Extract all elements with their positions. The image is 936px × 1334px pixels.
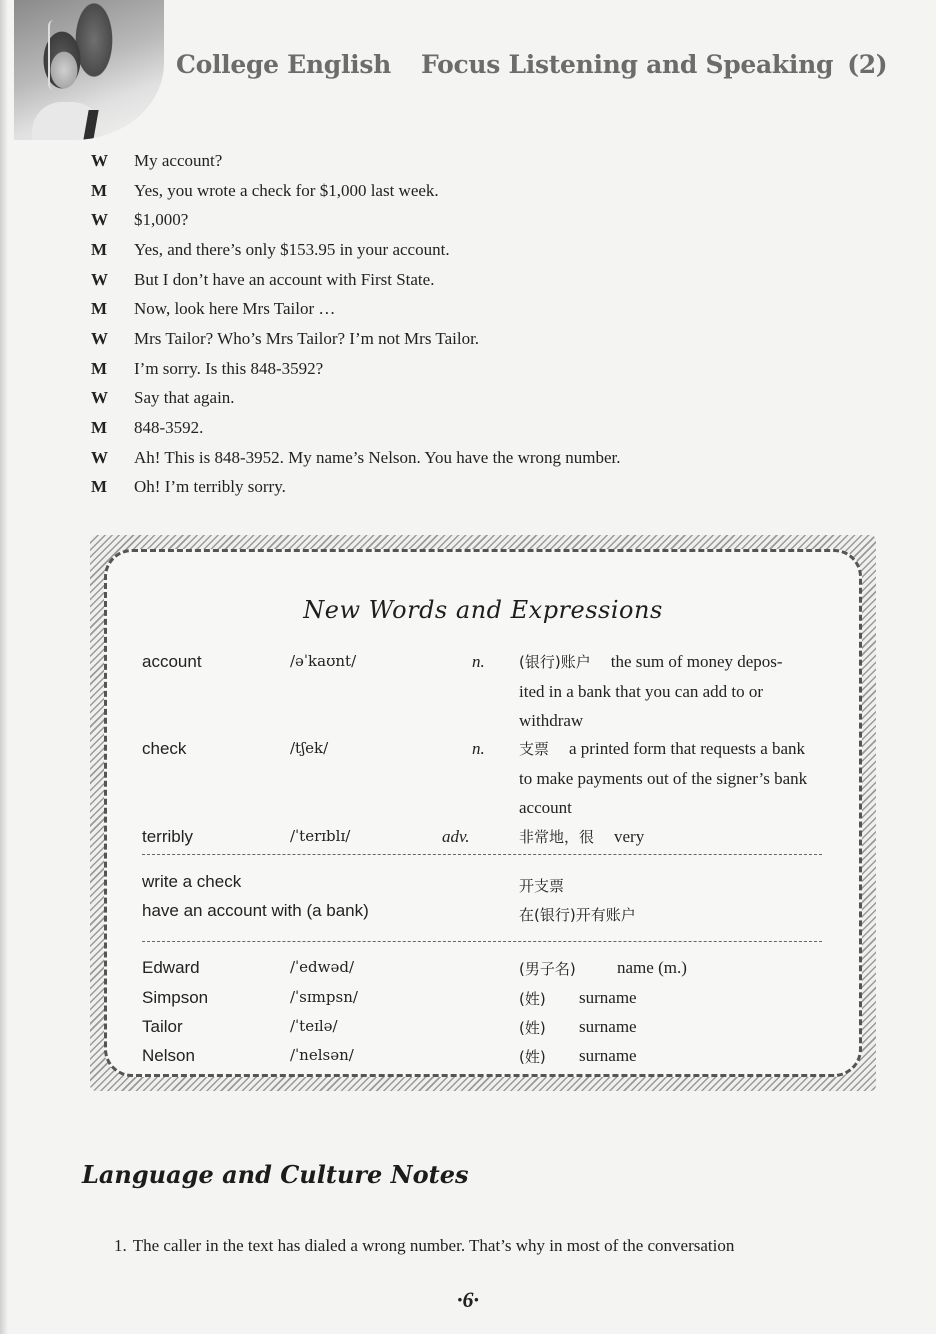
dialogue-text: My account? — [134, 150, 223, 170]
name-phonetic: /ˈsɪmpsn/ — [290, 988, 358, 1006]
dialogue-text: Mrs Tailor? Who’s Mrs Tailor? I’m not Mrs Tailor. — [134, 328, 480, 348]
def-line: account — [519, 798, 572, 817]
vocab-phonetic: /ˈterɪblɪ/ — [290, 827, 351, 845]
page-edge — [0, 0, 8, 1334]
vocab-definition — [519, 822, 855, 852]
dialogue-text: Yes, you wrote a check for $1,000 last week. — [134, 180, 439, 200]
notes-title: Language and Culture Notes — [82, 1160, 469, 1189]
speaker-label: W — [91, 269, 108, 289]
phrase-text: write a check — [142, 872, 242, 891]
name-phonetic: /ˈedwəd/ — [290, 958, 355, 976]
name-word: Simpson — [142, 988, 209, 1007]
vocab-cn: 非常地，很 — [519, 828, 595, 846]
dialogue-line — [91, 473, 851, 503]
phrase-text: have an account with (a bank) — [142, 901, 369, 920]
book-title: College English — [176, 50, 392, 79]
section-divider — [142, 854, 822, 855]
vocab-pos: adv. — [442, 827, 470, 846]
vocab-title: New Words and Expressions — [303, 596, 663, 624]
book-subtitle: Focus Listening and Speaking — [421, 50, 834, 79]
speaker-label: W — [91, 388, 108, 408]
speaker-label: M — [91, 358, 108, 378]
name-phonetic: /ˈnelsən/ — [290, 1046, 354, 1064]
name-entry — [142, 1017, 862, 1045]
name-cn: (姓) — [519, 990, 546, 1008]
dialogue-text: I’m sorry. Is this 848-3592? — [134, 358, 324, 378]
dialogue-line — [91, 235, 851, 265]
name-entry — [142, 958, 862, 986]
dialogue-line — [91, 146, 851, 176]
vocab-cn: (银行)账户 — [519, 653, 591, 671]
vocab-word: account — [142, 652, 202, 671]
dialogue-text: Oh! I’m terribly sorry. — [134, 477, 286, 497]
name-en: name (m.) — [617, 958, 687, 977]
dialogue-line — [91, 176, 851, 206]
header-photo — [14, 0, 164, 140]
running-header — [176, 50, 887, 79]
def-line: withdraw — [519, 711, 584, 730]
speaker-label: M — [91, 239, 108, 259]
speaker-label: M — [91, 180, 108, 200]
vocab-pos: n. — [472, 652, 485, 671]
speaker-label: W — [91, 328, 108, 348]
dialogue-line — [91, 324, 851, 354]
name-word: Edward — [142, 958, 200, 977]
name-en: surname — [579, 1046, 637, 1065]
name-cn: (姓) — [519, 1048, 546, 1066]
vocab-word: check — [142, 739, 187, 758]
name-word: Tailor — [142, 1017, 183, 1036]
vocab-phonetic: /əˈkaʊnt/ — [290, 652, 357, 670]
dialogue-text: Ah! This is 848-3952. My name’s Nelson. You have the wrong number. — [134, 447, 621, 467]
def-line: to make payments out of the signer’s bank — [519, 769, 808, 788]
note-item — [114, 1236, 734, 1256]
name-en: surname — [579, 988, 637, 1007]
speaker-label: M — [91, 477, 108, 497]
name-word: Nelson — [142, 1046, 195, 1065]
vocab-pos: n. — [472, 739, 485, 758]
vocab-cn: 支票 — [519, 740, 550, 758]
dialogue-text: But I don’t have an account with First State. — [134, 269, 435, 289]
vocab-word: terribly — [142, 827, 194, 846]
dialogue-text: 848-3592. — [134, 418, 204, 438]
dialogue-text: Yes, and there’s only $153.95 in your account. — [134, 239, 450, 259]
name-entry — [142, 1046, 862, 1074]
speaker-label: M — [91, 418, 108, 438]
dialogue-line — [91, 265, 851, 295]
dialogue-line — [91, 294, 851, 324]
speaker-label: W — [91, 150, 108, 170]
dialogue-line — [91, 384, 851, 414]
dialogue-text: $1,000? — [134, 210, 189, 230]
vocab-box — [90, 535, 876, 1091]
dialogue-line — [91, 443, 851, 473]
dialogue-line — [91, 205, 851, 235]
section-divider — [142, 941, 822, 942]
book-volume: (2) — [847, 50, 888, 79]
vocab-definition — [519, 647, 855, 735]
speaker-label: W — [91, 447, 108, 467]
name-entry — [142, 988, 862, 1016]
headset-graphic — [48, 20, 54, 90]
phrase-entry — [142, 901, 369, 921]
dialogue-text: Say that again. — [134, 388, 235, 408]
vocab-phonetic: /tʃek/ — [290, 739, 329, 757]
name-phonetic: /ˈteɪlə/ — [290, 1017, 338, 1035]
speaker-label: M — [91, 299, 108, 319]
name-cn: (姓) — [519, 1019, 546, 1037]
note-text: The caller in the text has dialed a wrong number. That’s why in most of the conversation — [132, 1236, 735, 1255]
phrase-cn: 在(银行)开有账户 — [519, 906, 636, 924]
def-line: very — [614, 827, 645, 846]
def-line: a printed form that requests a bank — [569, 739, 806, 758]
dialogue-line — [91, 354, 851, 384]
def-line: ited in a bank that you can add to or — [519, 682, 764, 701]
speaker-label: W — [91, 210, 108, 230]
phrase-entry — [142, 872, 241, 892]
page-number: ·6· — [457, 1287, 479, 1312]
def-line: the sum of money depos- — [610, 652, 783, 671]
name-cn: (男子名) — [519, 960, 576, 978]
vocab-box-inner — [104, 549, 862, 1077]
name-en: surname — [579, 1017, 637, 1036]
note-number: 1. — [114, 1236, 127, 1255]
vocab-definition — [519, 734, 855, 822]
dialogue-line — [91, 413, 851, 443]
phrase-cn: 开支票 — [519, 877, 565, 895]
dialogue — [91, 146, 851, 502]
dialogue-text: Now, look here Mrs Tailor … — [134, 299, 336, 319]
